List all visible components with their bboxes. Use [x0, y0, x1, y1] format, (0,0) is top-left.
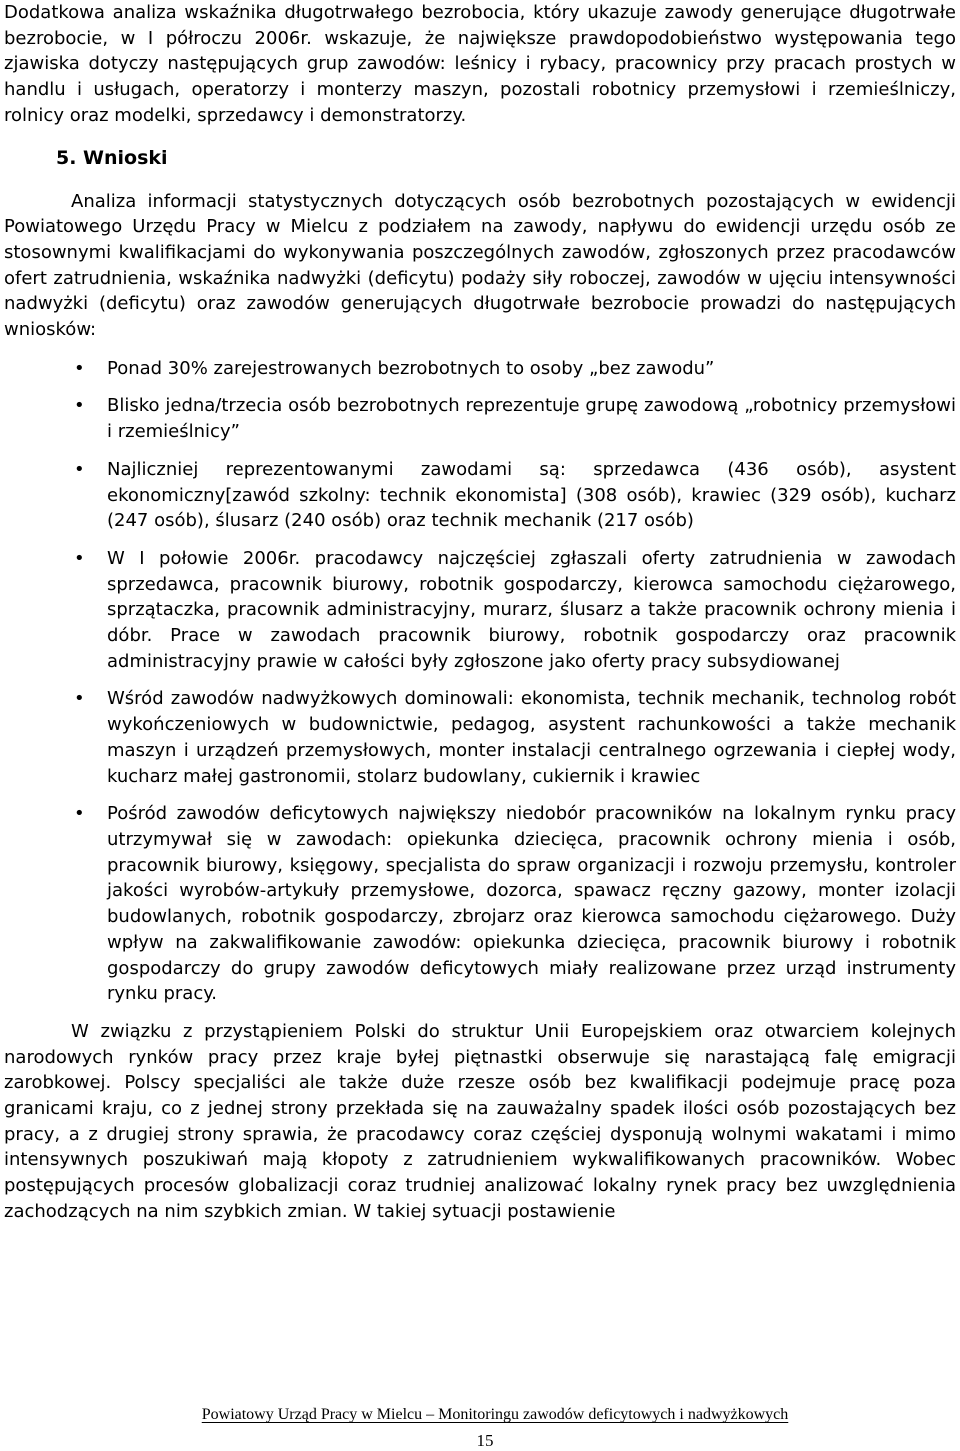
- page-number: 15: [476, 1431, 494, 1450]
- document-page: [4, 0, 956, 1225]
- list-item-text: Blisko jedna/trzecia osób bezrobotnych reprezentuje grupę zawodową „robotnicy przemysłowi i rzemieślnicy”: [107, 395, 956, 443]
- list-item: [4, 686, 956, 789]
- list-item-text: Pośród zawodów deficytowych największy niedobór pracowników na lokalnym rynku pracy utrzymywał się w zawodach: opiekunka dziecięca, pracownik ochrony mienia i osób, pracownik biurowy, księgowy, specjalista do spraw organizacji i rozwoju przemysłu, kontroler jakości wyrobów-artykuły przemysłowe, dozorca, spawacz ręczny gazowy, monter izolacji budowlanych, robotnik gospodarczy, zbrojarz oraz kierowca samochodu ciężarowego. Duży wpływ na zakwalifikowanie zawodów: opiekunka dziecięca, pracownik biurowy i robotnik gospodarczy do grupy zawodów deficytowych miały realizowane przez urząd instrumenty rynku pracy.: [107, 803, 956, 1005]
- list-item-text: Najliczniej reprezentowanymi zawodami są: sprzedawca (436 osób), asystent ekonomiczny[zawód szkolny: technik ekonomista] (308 osób), krawiec (329 osób), kucharz (247 osób), ślusarz (240 osób) oraz technik mechanik (217 osób): [107, 458, 956, 532]
- list-item-text: W I połowie 2006r. pracodawcy najczęściej zgłaszali oferty zatrudnienia w zawodach sprzedawca, pracownik biurowy, robotnik gospodarczy, kierowca samochodu ciężarowego, sprzątaczka, pracownik administracyjny, murarz, ślusarz a także pracownik ochrony mienia i dóbr. Prace w zawodach pracownik biurowy, robotnik gospodarczy oraz pracownik administracyjny prawie w całości były zgłoszone jako oferty pracy subsydiowanej: [107, 547, 956, 672]
- bullet-icon: •: [74, 357, 85, 379]
- list-item: [4, 393, 956, 444]
- conclusions-list: [4, 356, 956, 1007]
- list-item: [4, 457, 956, 534]
- list-item-text: Ponad 30% zarejestrowanych bezrobotnych to osoby „bez zawodu”: [107, 357, 715, 379]
- list-item: [4, 356, 956, 382]
- bullet-icon: •: [74, 803, 85, 825]
- section-heading: 5. Wnioski: [56, 146, 168, 169]
- list-item: [4, 546, 956, 675]
- bullet-icon: •: [74, 547, 85, 569]
- list-item: [4, 801, 956, 1007]
- analysis-paragraph: Analiza informacji statystycznych dotyczących osób bezrobotnych pozostających w ewidencji Powiatowego Urzędu Pracy w Mielcu z podziałem na zawody, napływu do ewidencji urzędu osób ze stosownymi kwalifikacjami do wykonywania poszczególnych zawodów, zgłoszonych przez pracodawców ofert zatrudnienia, wskaźnika nadwyżki (deficytu) podaży siły roboczej, zawodów w ujęciu intensywności nadwyżki (deficytu) oraz zawodów generujących długotrwałe bezrobocie prowadzi do następujących wniosków:: [4, 190, 956, 341]
- bullet-icon: •: [74, 458, 85, 480]
- bullet-icon: •: [74, 688, 85, 710]
- bullet-icon: •: [74, 395, 85, 417]
- intro-paragraph: Dodatkowa analiza wskaźnika długotrwałego bezrobocia, który ukazuje zawody generujące długotrwałe bezrobocie, w I półroczu 2006r. wskazuje, że największe prawdopodobieństwo występowania tego zjawiska dotyczy następujących grup zawodów: leśnicy i rybacy, pracownicy przy pracach prostych w handlu i usługach, operatorzy i monterzy maszyn, pozostali robotnicy przemysłowi i rzemieślniczy, rolnicy oraz modelki, sprzedawcy i demonstratorzy.: [4, 2, 956, 126]
- list-item-text: Wśród zawodów nadwyżkowych dominowali: ekonomista, technik mechanik, technolog robót wykończeniowych w budownictwie, pedagog, asystent rachunkowości a także mechanik maszyn i urządzeń przemysłowych, monter instalacji centralnego ogrzewania i ciepłej wody, kucharz małej gastronomii, stolarz budowlany, cukiernik i krawiec: [107, 688, 956, 787]
- page-footer: [0, 1405, 960, 1451]
- footer-text: Powiatowy Urząd Pracy w Mielcu – Monitoringu zawodów deficytowych i nadwyżkowych: [201, 1406, 789, 1423]
- closing-paragraph: W związku z przystąpieniem Polski do struktur Unii Europejskiem oraz otwarciem kolejnych narodowych rynków pracy przez kraje byłej piętnastki obserwuje się narastającą falę emigracji zarobkowej. Polscy specjaliści ale także duże rzesze osób bez kwalifikacji podejmuje pracę poza granicami kraju, co z jednej strony przekłada się na zauważalny spadek ilości osób pozostających bez pracy, a z drugiej strony sprawia, że pracodawcy coraz częściej dysponują wolnymi wakatami i mimo intensywnych poszukiwań mają kłopoty z zatrudnieniem wykwalifikowanych pracowników. Wobec postępujących procesów globalizacji coraz trudniej analizować lokalny rynek pracy bez uwzględnienia zachodzących na nim szybkich zmian. W takiej sytuacji postawienie: [4, 1020, 956, 1222]
